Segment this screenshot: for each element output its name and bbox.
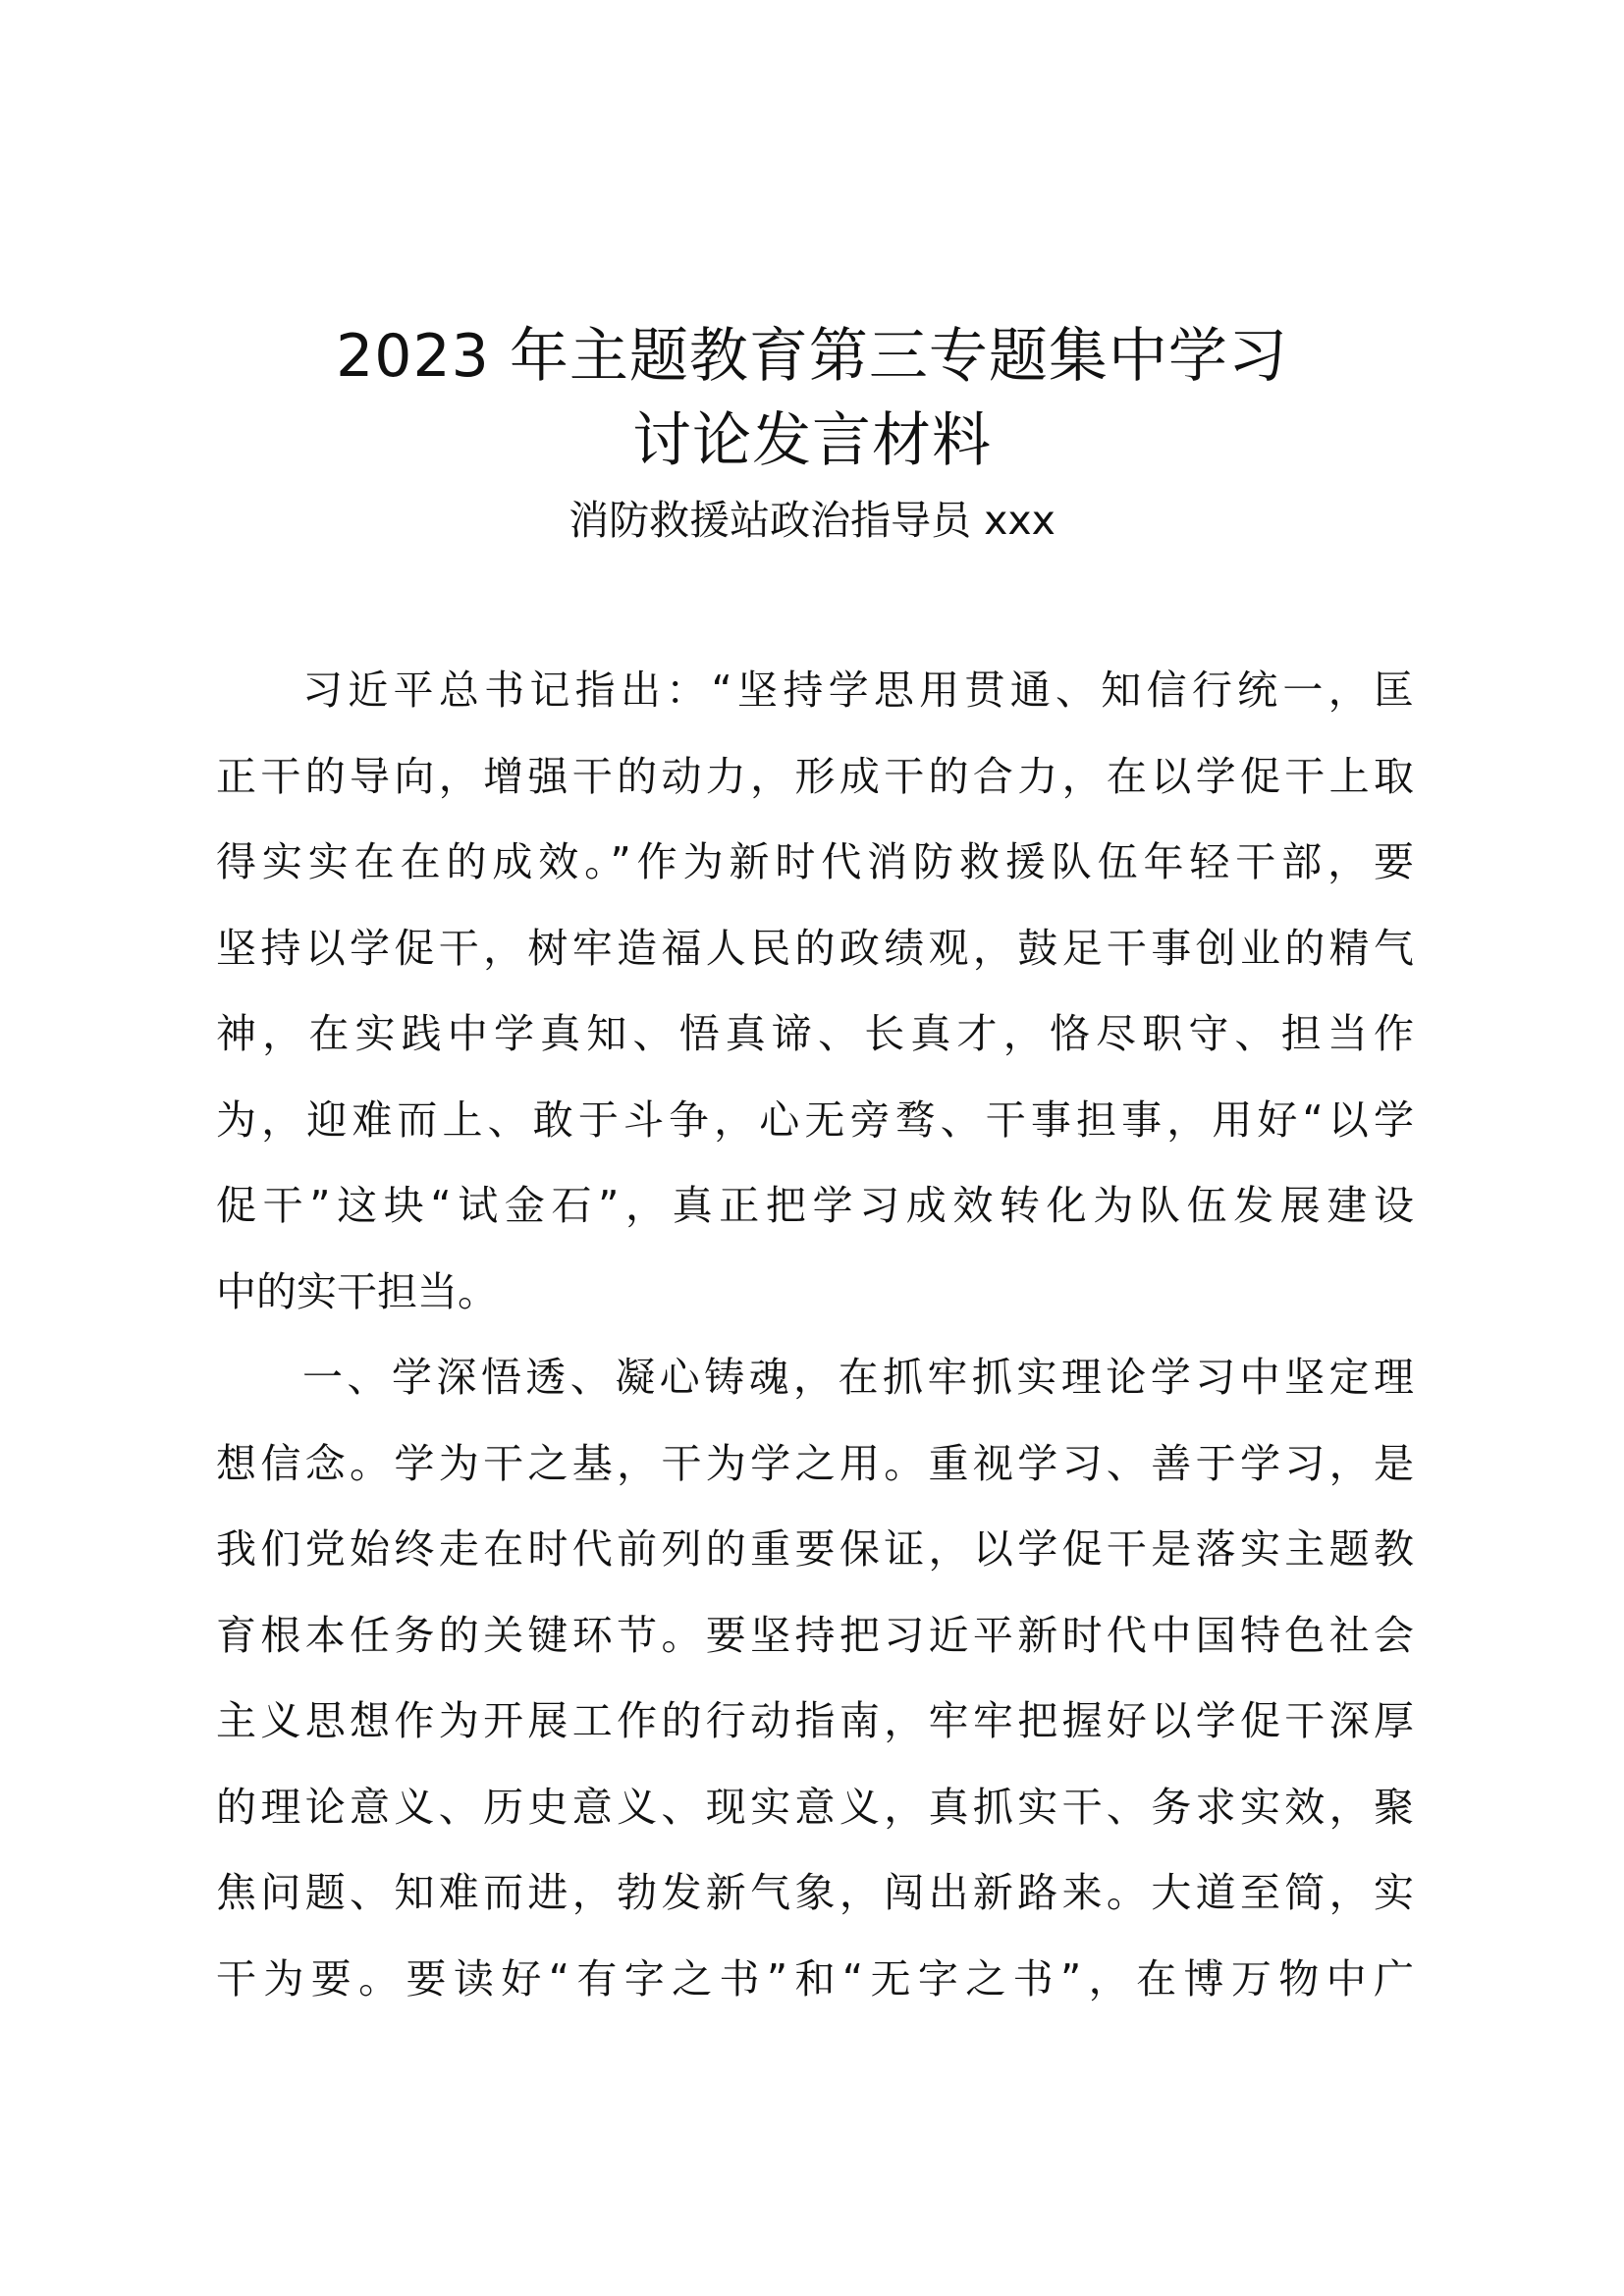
title-line-2: 讨论发言材料 <box>632 406 992 475</box>
paragraph-1-line: 坚持以学促干，树牢造福人民的政绩观，鼓足干事创业的精气 <box>216 924 1414 972</box>
paragraph-1-line-last: 中的实干担当。 <box>216 1267 498 1315</box>
paragraph-2-line: 我们党始终走在时代前列的重要保证，以学促干是落实主题教 <box>216 1525 1414 1573</box>
paragraph-2-line: 焦问题、知难而进，勃发新气象，闯出新路来。大道至简，实 <box>216 1869 1414 1916</box>
paragraph-2-line: 一、学深悟透、凝心铸魂，在抓牢抓实理论学习中坚定理 <box>302 1354 1414 1401</box>
document-body <box>216 648 1414 2022</box>
title-line-1: 2023 年主题教育第三专题集中学习 <box>336 322 1288 391</box>
author-line: 消防救援站政治指导员 xxx <box>568 497 1056 544</box>
paragraph-1-line: 习近平总书记指出：“坚持学思用贯通、知信行统一，匡 <box>302 667 1414 714</box>
paragraph-2-line: 干为要。要读好“有字之书”和“无字之书”，在博万物中广 <box>216 1954 1414 2002</box>
paragraph-1-line: 正干的导向，增强干的动力，形成干的合力，在以学促干上取 <box>216 752 1414 800</box>
paragraph-2-line: 的理论意义、历史意义、现实意义，真抓实干、务求实效，聚 <box>216 1783 1414 1831</box>
paragraph-1-line: 得实实在在的成效。”作为新时代消防救援队伍年轻干部，要 <box>216 838 1414 885</box>
paragraph-2-line: 主义思想作为开展工作的行动指南，牢牢把握好以学促干深厚 <box>216 1697 1414 1744</box>
paragraph-2-line: 育根本任务的关键环节。要坚持把习近平新时代中国特色社会 <box>216 1611 1414 1659</box>
document-title <box>0 314 1624 483</box>
paragraph-1-line: 为，迎难而上、敢于斗争，心无旁骛、干事担事，用好“以学 <box>216 1095 1414 1144</box>
paragraph-2-line: 想信念。学为干之基，干为学之用。重视学习、善于学习，是 <box>216 1439 1414 1487</box>
paragraph-1-line: 促干”这块“试金石”，真正把学习成效转化为队伍发展建设 <box>216 1182 1414 1229</box>
paragraph-1-line: 神，在实践中学真知、悟真谛、长真才，恪尽职守、担当作 <box>216 1010 1414 1057</box>
